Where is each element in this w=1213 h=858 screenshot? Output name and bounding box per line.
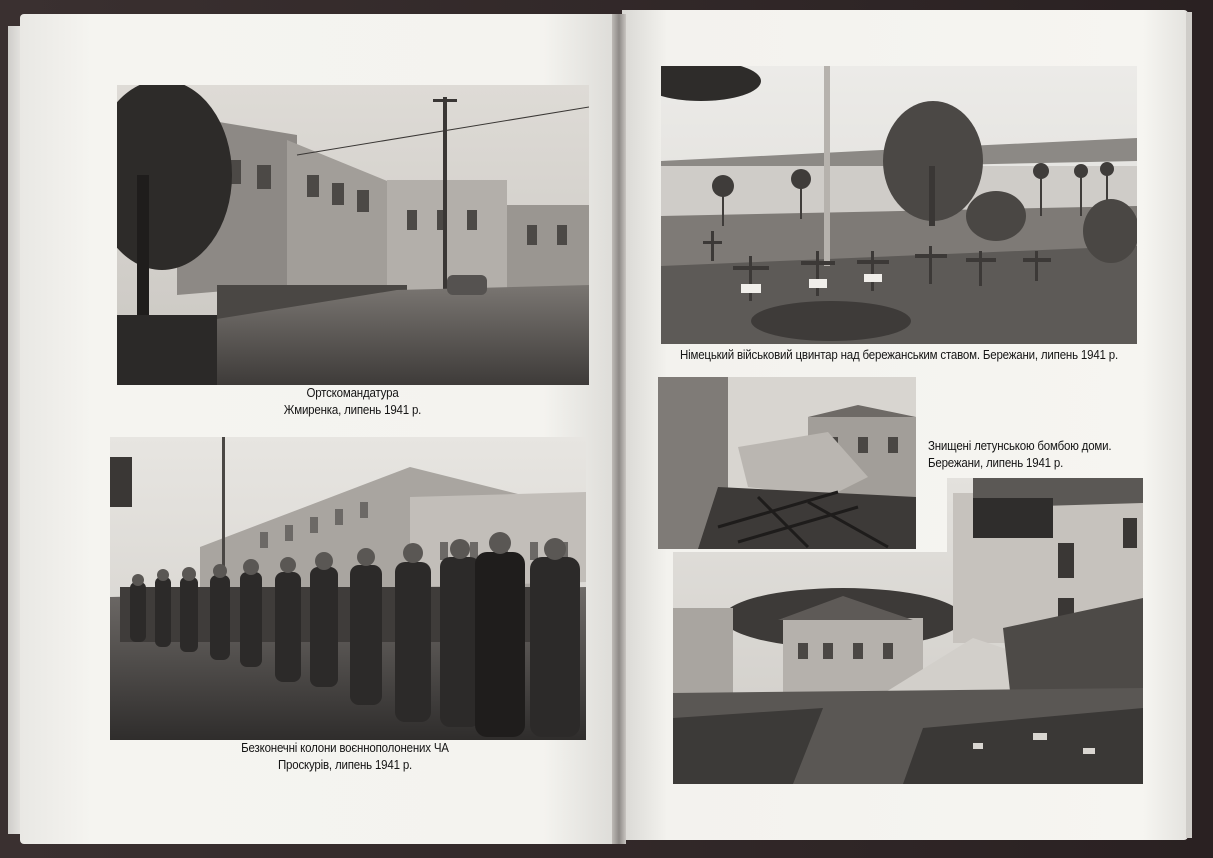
book-gutter [612, 14, 626, 844]
photo-street-ortskommandatur [117, 85, 589, 385]
caption-photo-4 [928, 438, 1121, 472]
caption-photo-3 [670, 347, 1128, 364]
caption-photo-2-line2: Проскурів, липень 1941 р. [277, 758, 413, 772]
photo-bombed-houses-top [658, 377, 916, 549]
photo-military-cemetery [661, 66, 1137, 344]
caption-photo-1 [231, 385, 475, 419]
photo-prisoner-column [110, 437, 586, 740]
caption-photo-3-line1: Німецький військовий цвинтар над бережанським ставом. Бережани, липень 1941 р. [679, 348, 1118, 362]
caption-photo-4-line1: Знищені летунською бомбою доми. [928, 439, 1112, 453]
caption-photo-2 [202, 740, 487, 774]
caption-photo-2-line1: Безконечні колони воєннополонених ЧА [241, 741, 449, 755]
caption-photo-1-line2: Жмиренка, липень 1941 р. [283, 403, 422, 417]
caption-photo-4-line2: Бережани, липень 1941 р. [928, 456, 1064, 470]
caption-photo-1-line1: Ортскомандатура [306, 386, 399, 400]
page-stack-edge-right [1186, 12, 1192, 838]
